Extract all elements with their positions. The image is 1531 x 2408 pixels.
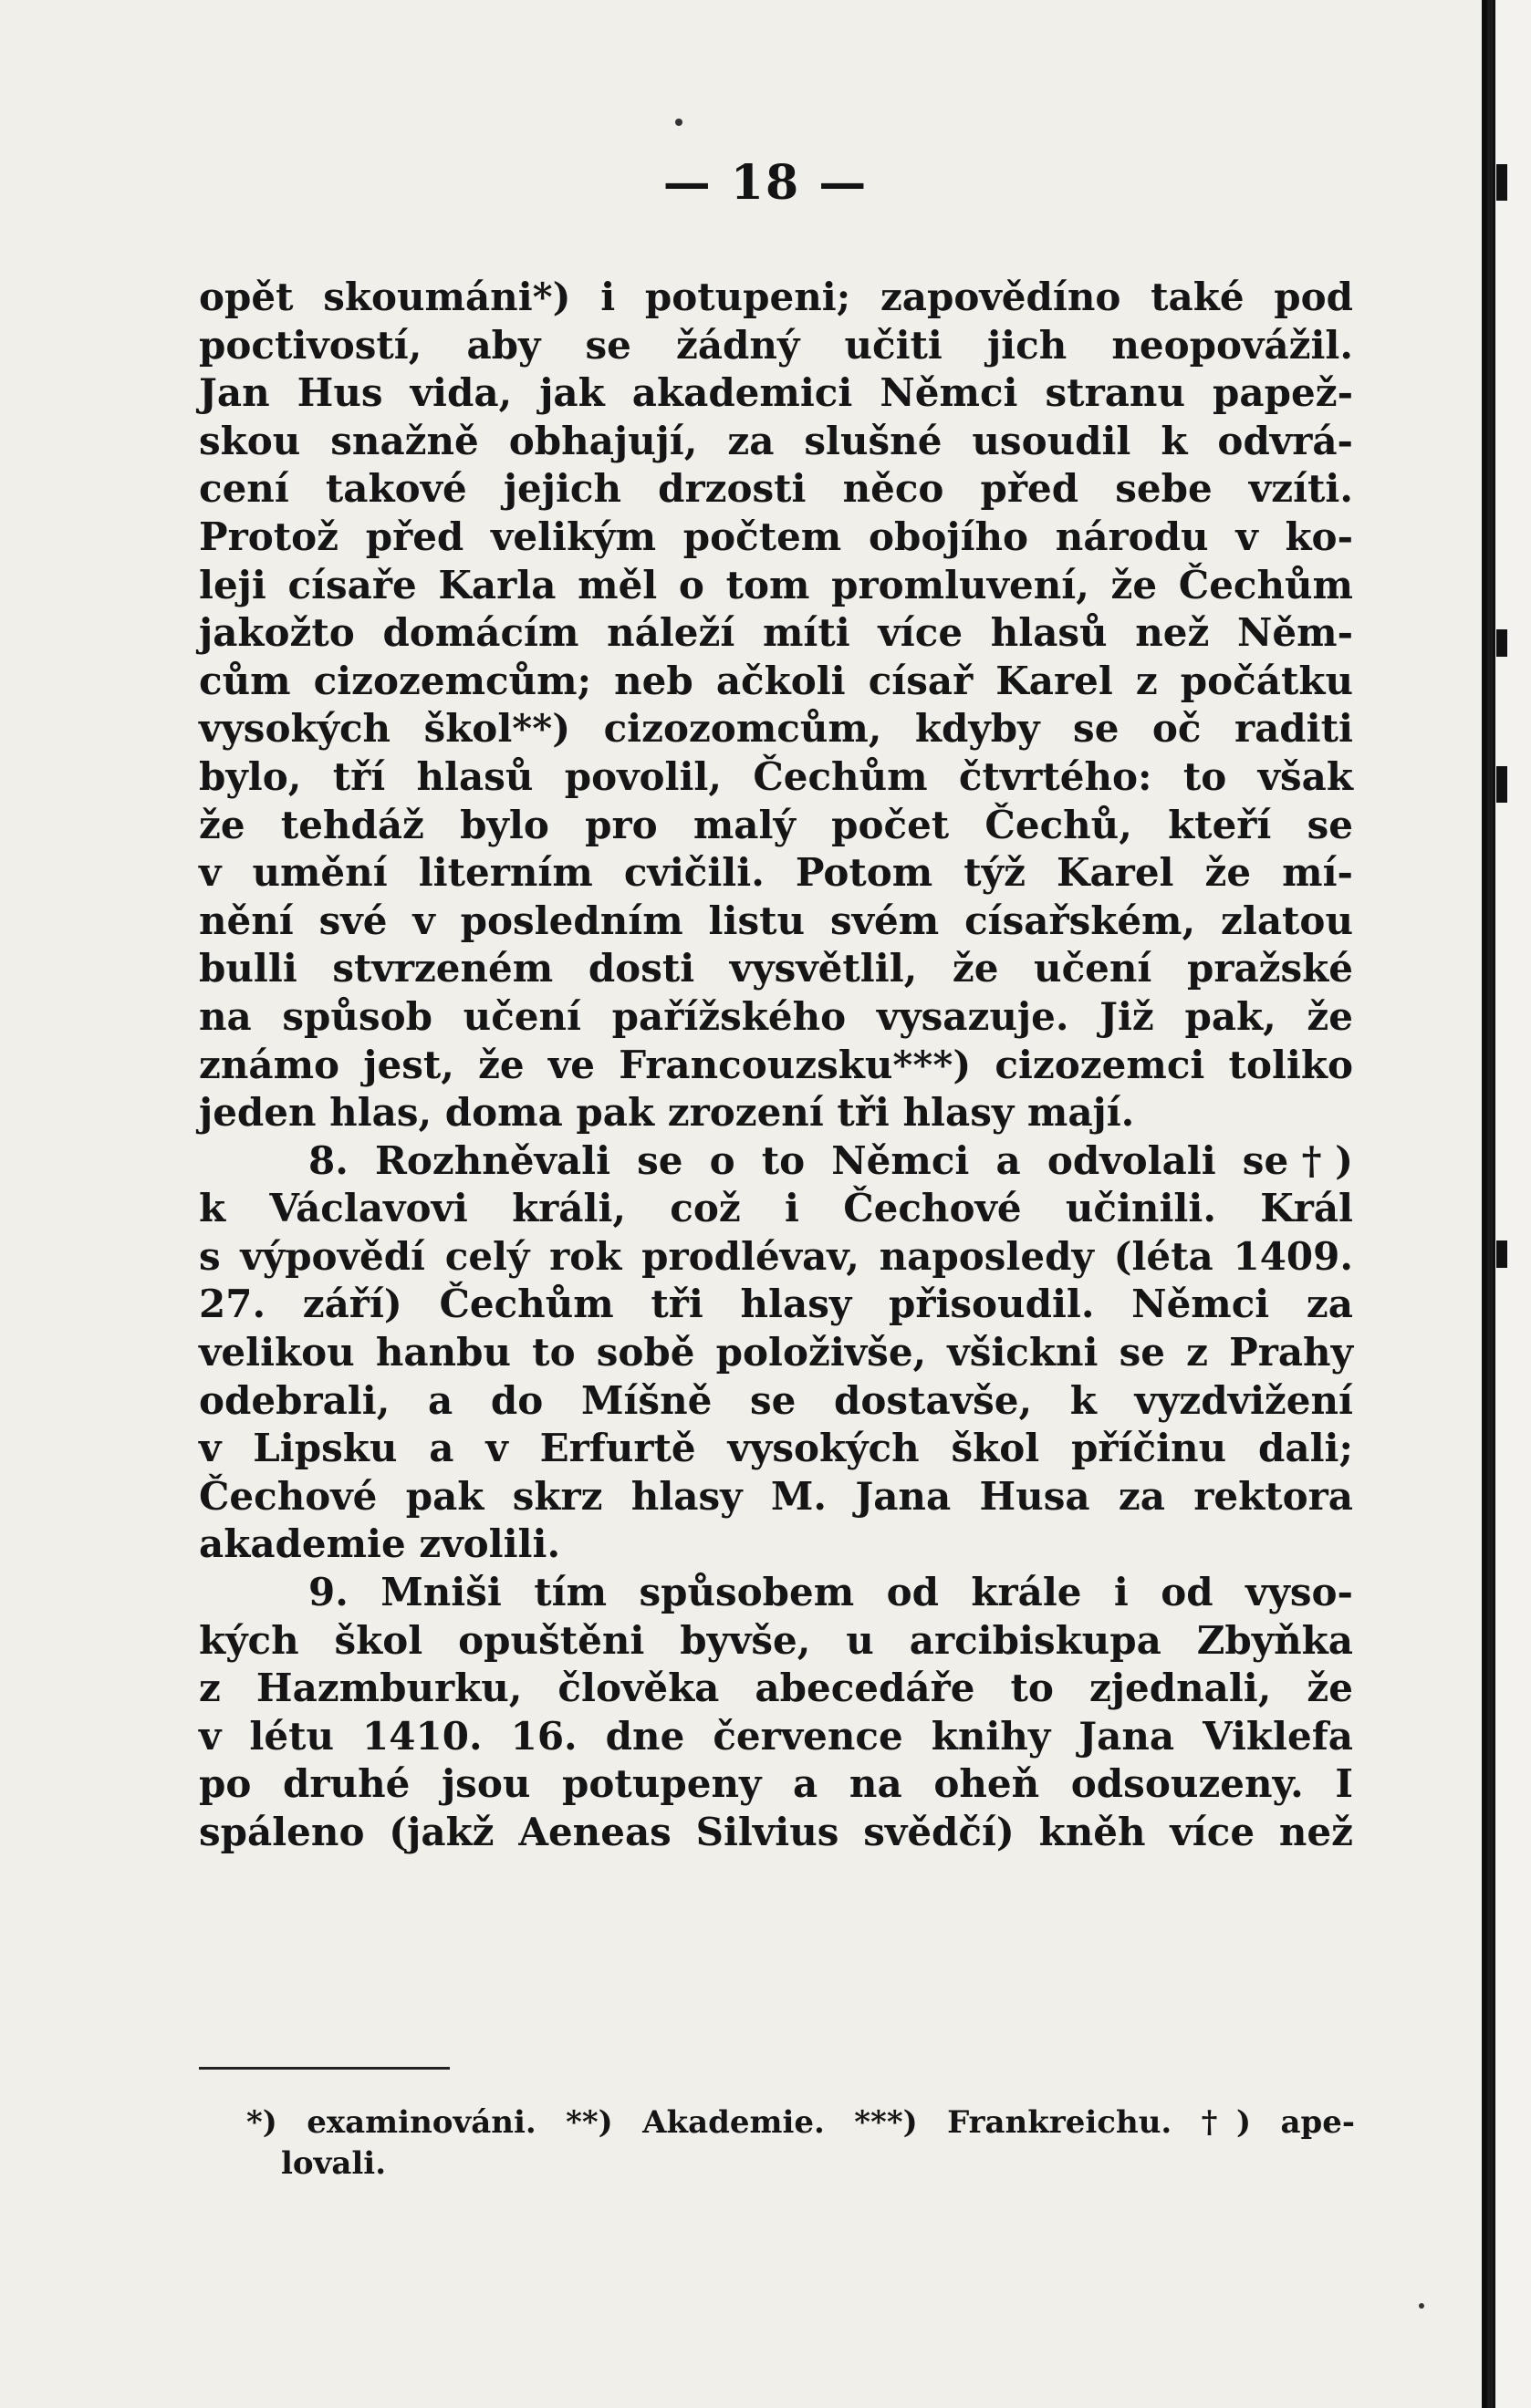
text-line: odebrali, a do Míšně se dostavše, k vyzdvižení: [199, 1377, 1353, 1423]
footnote-line: *) examinováni. **) Akademie. ***) Frankreichu. †) ape-: [246, 2104, 1355, 2141]
text-line: v umění literním cvičili. Potom týž Karel že mí-: [199, 850, 1353, 896]
paragraph-start-line: 8. Rozhněvali se o to Němci a odvolali se†): [308, 1137, 1353, 1183]
text-line: jeden hlas, doma pak zrození tři hlasy mají.: [199, 1090, 1135, 1136]
footnote-line: lovali.: [281, 2145, 387, 2182]
print-speck: [1419, 2303, 1424, 2309]
text-line: bulli stvrzeném dosti vysvětlil, že učení pražské: [199, 946, 1353, 991]
text-line: na spůsob učení pařížského vysazuje. Již pak, že: [199, 993, 1353, 1039]
edge-mark: [1496, 766, 1507, 803]
text-line: 27. září) Čechům tři hlasy přisoudil. Němci za: [199, 1282, 1353, 1327]
text-line: k Václavovi králi, což i Čechové učinili. Král: [199, 1186, 1353, 1231]
text-line: velikou hanbu to sobě položivše, všickni se z Prahy: [199, 1330, 1353, 1375]
text-line: s výpovědí celý rok prodlévav, naposledy (léta 1409.: [199, 1233, 1353, 1279]
text-line: cům cizozemcům; neb ačkoli císař Karel z počátku: [199, 658, 1353, 703]
text-line: nění své v posledním listu svém císařském, zlatou: [199, 898, 1353, 943]
text-line: cení takové jejich drzosti něco před sebe vzíti.: [199, 466, 1353, 512]
page-number: — 18 —: [662, 155, 869, 211]
text-line: leji císaře Karla měl o tom promluvení, že Čechům: [199, 562, 1353, 607]
edge-mark: [1496, 1240, 1507, 1268]
text-line: spáleno (jakž Aeneas Silvius svědčí) kněh více než: [199, 1810, 1353, 1854]
print-speck: [675, 119, 682, 126]
text-line: v létu 1410. 16. dne července knihy Jana Viklefa: [199, 1713, 1353, 1759]
text-line: skou snažně obhajují, za slušné usoudil k odvrá-: [199, 418, 1353, 463]
text-line: opět skoumáni*) i potupeni; zapovědíno také pod: [199, 275, 1353, 319]
text-line: vysokých škol**) cizozomcům, kdyby se oč raditi: [199, 706, 1353, 752]
text-line: jakožto domácím náleží míti více hlasů než Něm-: [199, 610, 1353, 656]
text-line: poctivostí, aby se žádný učiti jich neopovážil.: [199, 322, 1353, 368]
text-line: Protož před velikým počtem obojího národu v ko-: [199, 514, 1353, 559]
text-line: známo jest, že ve Francouzsku***) cizozemci toliko: [199, 1042, 1353, 1087]
text-line: akademie zvolili.: [199, 1521, 561, 1567]
text-line: bylo, tří hlasů povolil, Čechům čtvrtého: to však: [199, 753, 1353, 799]
footnotes: [246, 2102, 1355, 2185]
text-line: že tehdáž bylo pro malý počet Čechů, kteří se: [199, 802, 1353, 847]
text-line: v Lipsku a v Erfurtě vysokých škol příčinu dali;: [199, 1426, 1353, 1471]
text-line: z Hazmburku, člověka abecedáře to zjednali, že: [199, 1666, 1353, 1711]
footnote-rule: [199, 2067, 450, 2070]
edge-mark: [1496, 629, 1507, 657]
text-line: Čechové pak skrz hlasy M. Jana Husa za rektora: [199, 1473, 1353, 1519]
text-line: kých škol opuštěni byvše, u arcibiskupa Zbyňka: [199, 1617, 1353, 1663]
page-edge: [1493, 0, 1531, 2408]
text-line: Jan Hus vida, jak akademici Němci stranu papež-: [199, 370, 1353, 416]
text-line: po druhé jsou potupeny a na oheň odsouzeny. I: [199, 1761, 1353, 1807]
paragraph-start-line: 9. Mniši tím spůsobem od krále i od vyso-: [308, 1570, 1353, 1615]
body-text: [199, 274, 1353, 1857]
